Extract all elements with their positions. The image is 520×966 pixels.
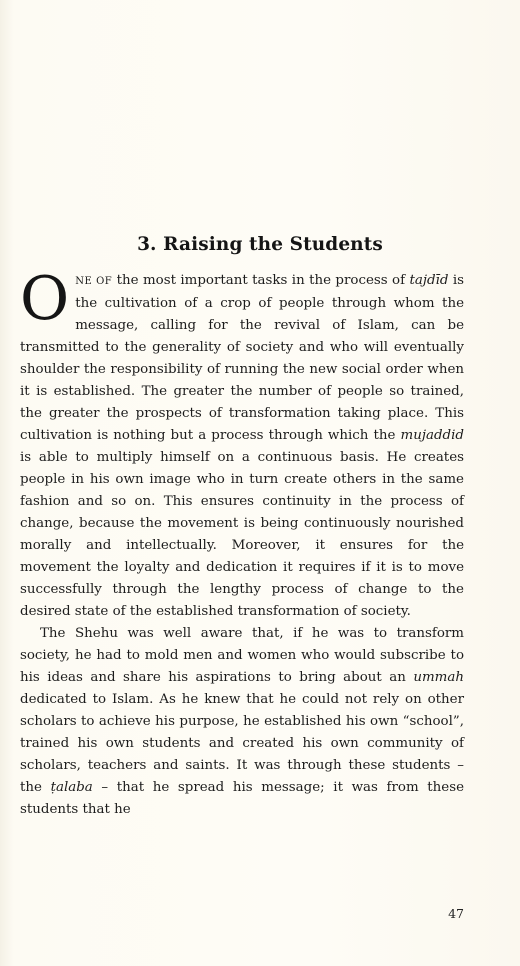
term-mujaddid: mujaddid <box>400 428 464 443</box>
page-number: 47 <box>448 906 464 921</box>
paragraph-1 <box>20 264 464 623</box>
term-talaba: ṭalaba <box>50 780 93 795</box>
paragraph-1-text-b: is the cultivation of a crop of people through whom the message, calling for the revival of Islam, can be transmitted to the generality of society and who will eventually shoulder the responsibility of running the new social order when it is established. The greater the number of people so trained, the greater the prospects of transformation taking place. This cultivation is nothing but a process through which the <box>20 273 464 443</box>
paragraph-1-text-c: is able to multiply himself on a continuous basis. He creates people in his own image who in turn create others in the same fashion and so on. This ensures continuity in the process of change, because the movement is being continuously nourished morally and intellectually. Moreover, it ensures for the movement the loyalty and dedication it requires if it is to move successfully through the lengthy process of change to the desired state of the established transformation of society. <box>20 450 464 619</box>
paragraph-2-text-a: The Shehu was well aware that, if he was to transform society, he had to mold men and women who would subscribe to his ideas and share his aspirations to bring about an <box>20 626 464 685</box>
body-text <box>20 264 465 821</box>
paragraph-1-text-a: the most important tasks in the process of <box>112 273 410 288</box>
drop-cap: O <box>20 264 70 334</box>
term-tajdid: tajdīd <box>409 273 449 288</box>
chapter-title: 3. Raising the Students <box>137 234 383 255</box>
opening-smallcaps: NE OF <box>75 276 113 287</box>
paragraph-2-text-c: – that he spread his message; it was from these students that he <box>20 780 465 817</box>
term-ummah: ummah <box>413 670 464 685</box>
paragraph-2-text-b: dedicated to Islam. As he knew that he could not rely on other scholars to achieve his purpose, he established his own “school”, trained his own students and created his own community of scholars, teachers and saints. It was through these students – the <box>20 692 464 795</box>
paragraph-2 <box>20 623 464 821</box>
